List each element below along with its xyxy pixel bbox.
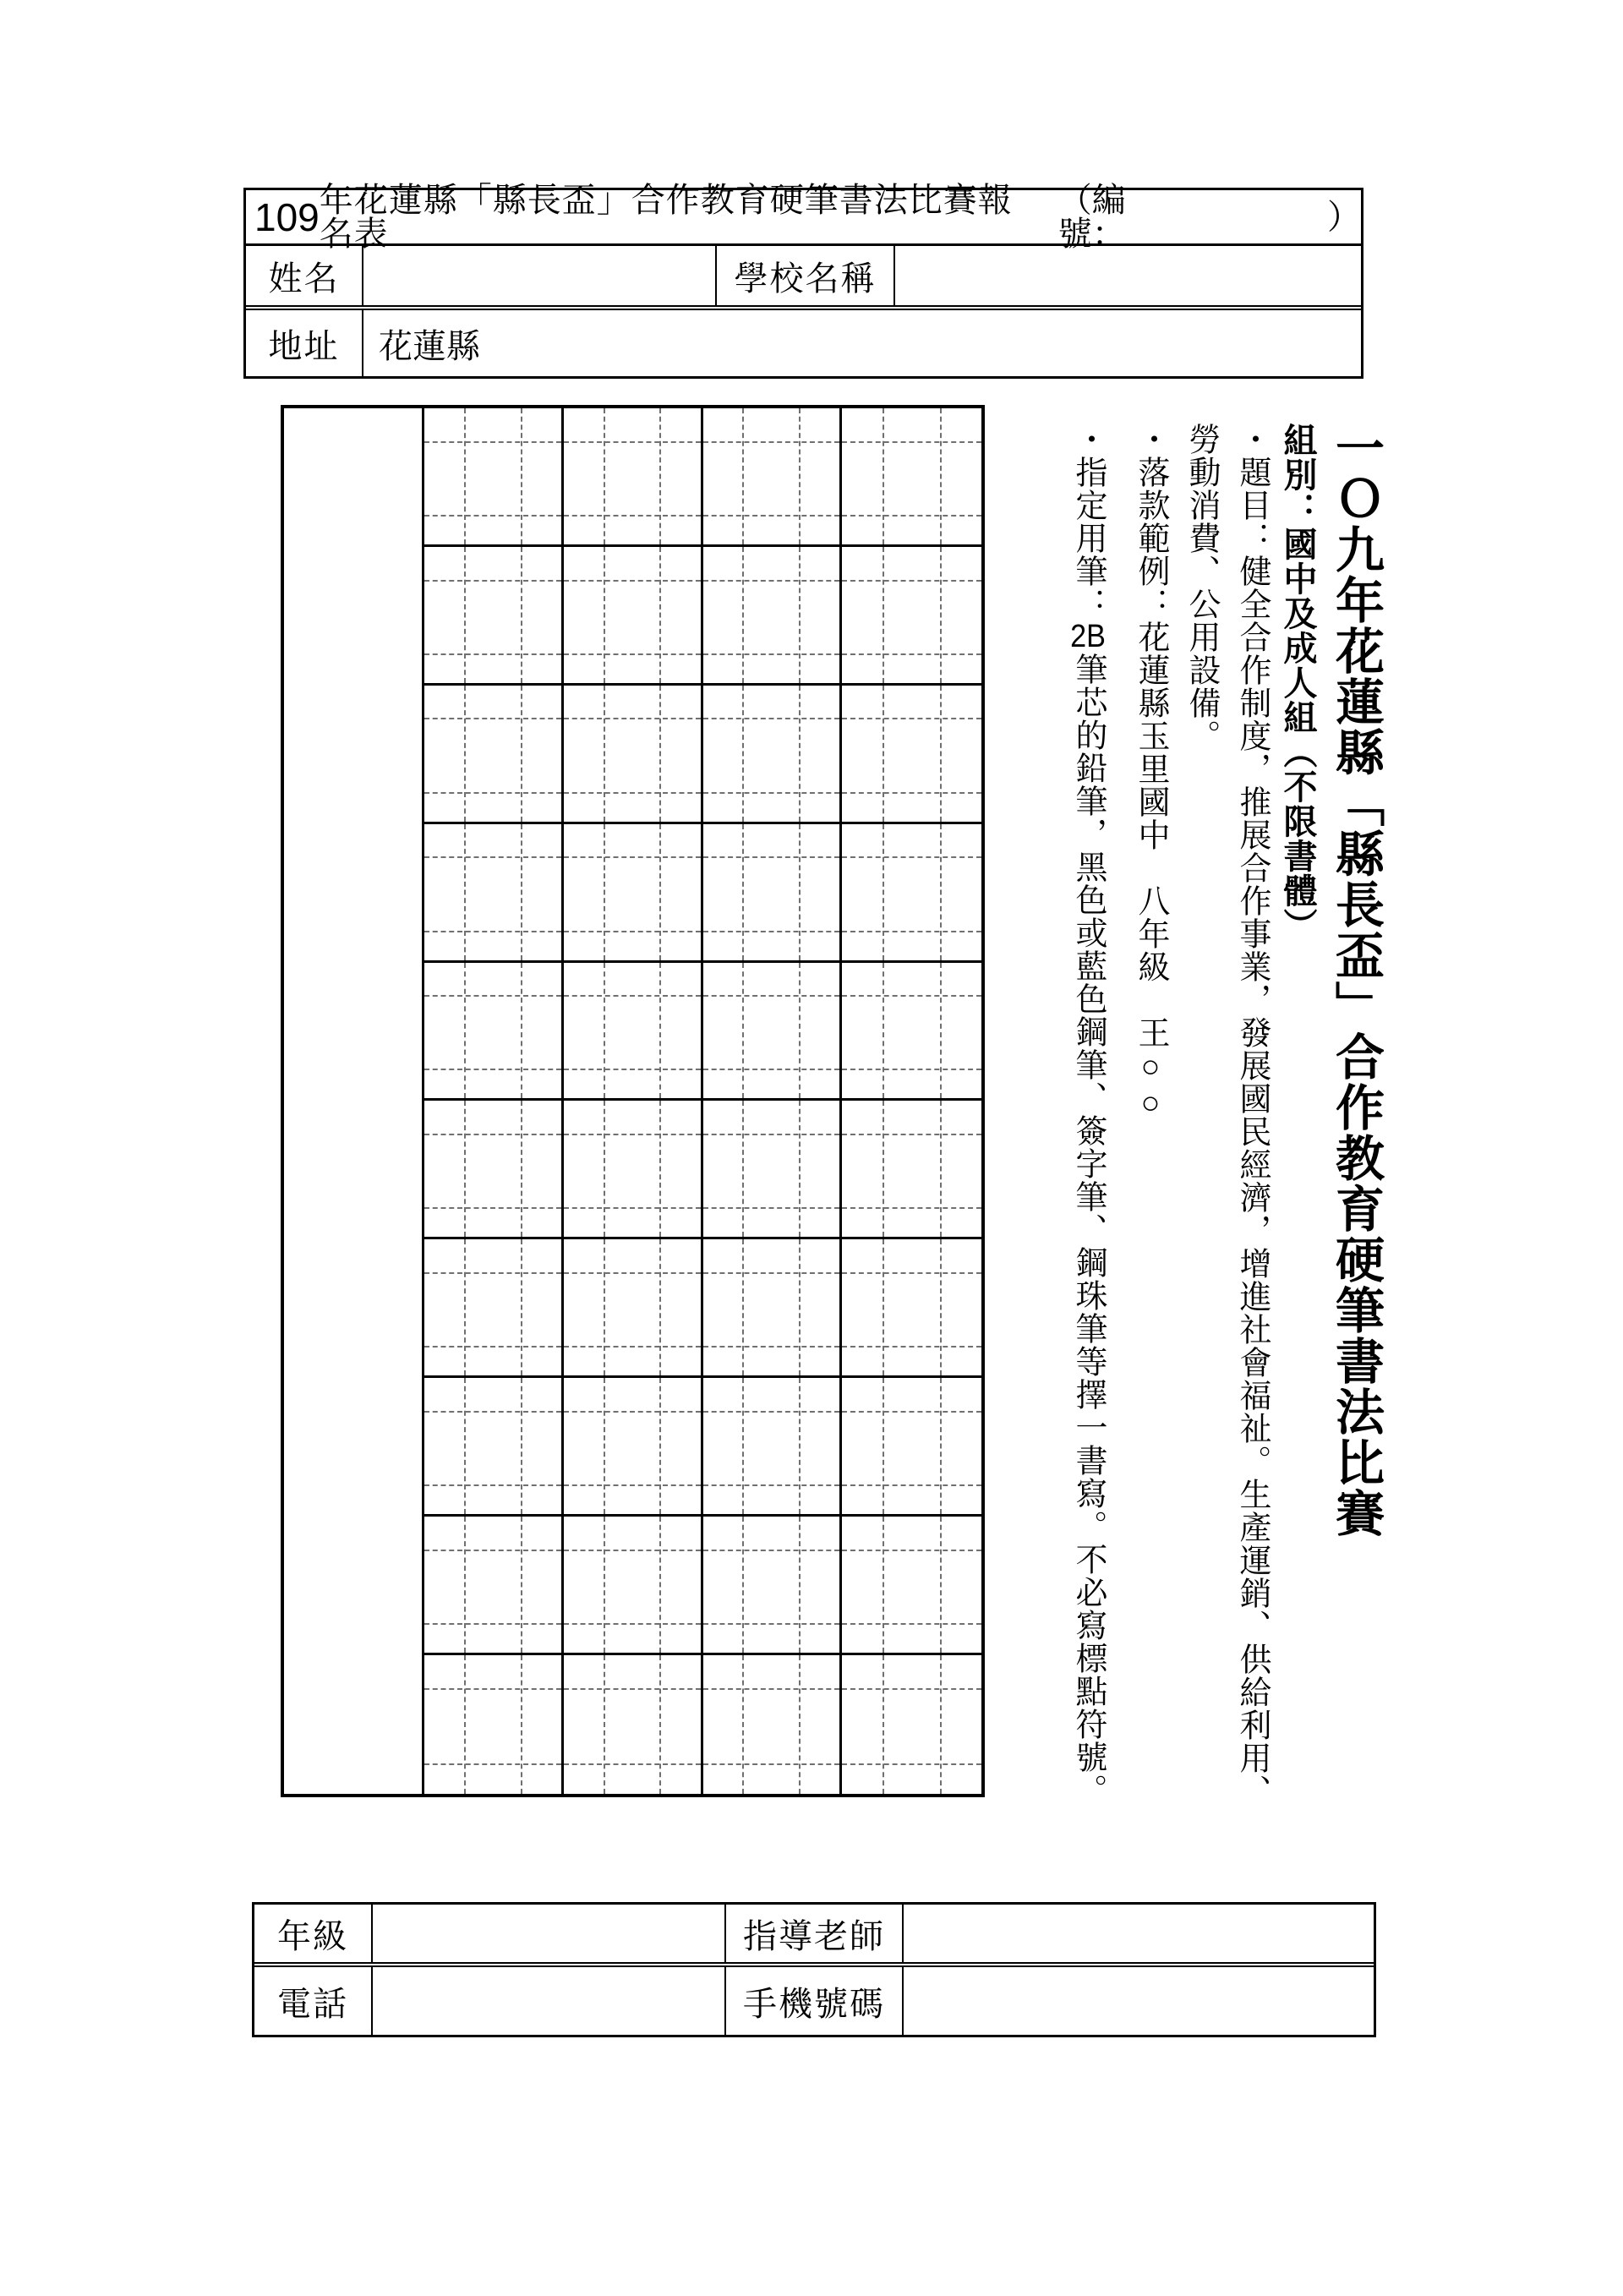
grid-cell xyxy=(703,1239,843,1378)
grid-cell xyxy=(564,824,703,963)
mobile-field[interactable] xyxy=(904,1967,1374,2035)
grid-cell xyxy=(842,1517,981,1655)
signature-example-text: 落款範例：花蓮縣玉里國中 八年級 王○○ xyxy=(1133,456,1168,1122)
pen-note-prefix: 指定用筆： xyxy=(1070,456,1106,620)
serial-number-open: （編號： xyxy=(1057,180,1126,253)
grid-cell xyxy=(842,1239,981,1378)
grade-teacher-row xyxy=(254,1905,1374,1967)
grid-cell xyxy=(424,547,564,686)
grid-cell xyxy=(703,1101,843,1239)
grid-cell xyxy=(564,963,703,1102)
designated-pen-line xyxy=(1072,423,1104,1860)
grid-cell xyxy=(842,686,981,824)
mobile-label: 手機號碼 xyxy=(726,1967,904,2035)
writing-grid-cells xyxy=(424,408,981,1794)
grid-cell xyxy=(564,408,703,547)
competition-main-title-vertical: 一Ｏ九年花蓮縣「縣長盃」合作教育硬筆書法比賽 xyxy=(1328,423,1383,1539)
grid-cell xyxy=(424,1517,564,1655)
name-label: 姓名 xyxy=(246,246,363,305)
grid-cell xyxy=(564,1101,703,1239)
grid-cell xyxy=(564,1378,703,1517)
name-school-row xyxy=(246,246,1361,310)
grid-cell xyxy=(424,408,564,547)
registration-header-table xyxy=(243,180,1363,379)
grid-cell xyxy=(842,963,981,1102)
grid-cell xyxy=(842,547,981,686)
grid-cell xyxy=(564,1239,703,1378)
address-field[interactable]: 花蓮縣 xyxy=(379,326,480,365)
group-category-line: 組別：國中及成人組（不限書體） xyxy=(1279,423,1317,943)
bullet-icon: ・ xyxy=(1133,423,1168,456)
phone-field[interactable] xyxy=(373,1967,726,2035)
grid-cell xyxy=(424,824,564,963)
form-title: 年花蓮縣「縣長盃」合作教育硬筆書法比賽報名表 xyxy=(319,180,1013,253)
address-row xyxy=(246,310,1361,376)
grid-cell xyxy=(424,1239,564,1378)
grid-cell xyxy=(703,963,843,1102)
bullet-icon: ・ xyxy=(1234,423,1270,456)
grid-cell xyxy=(703,686,843,824)
pen-note-suffix: 筆芯的鉛筆，黑色或藍色鋼筆、簽字筆、鋼珠筆等擇一書寫。不必寫標點符號。 xyxy=(1070,653,1106,1807)
grid-cell xyxy=(703,408,843,547)
phone-label: 電話 xyxy=(254,1967,373,2035)
school-name-field[interactable] xyxy=(895,246,1361,305)
teacher-label: 指導老師 xyxy=(726,1905,904,1962)
topic-note-text-1: 題目：健全合作制度，推展合作事業，發展國民經濟，增進社會福祉。生產運銷、供給利用、 xyxy=(1234,456,1270,1807)
grade-field[interactable] xyxy=(373,1905,726,1962)
grid-cell xyxy=(842,1655,981,1794)
grid-cell xyxy=(842,1101,981,1239)
name-field[interactable] xyxy=(363,246,717,305)
grid-cell xyxy=(564,1655,703,1794)
grid-cell xyxy=(564,547,703,686)
school-name-label: 學校名稱 xyxy=(717,246,895,305)
grid-cell xyxy=(842,408,981,547)
grid-cell xyxy=(564,1517,703,1655)
grid-cell xyxy=(842,1378,981,1517)
grid-cell xyxy=(424,1101,564,1239)
contact-info-table xyxy=(252,1902,1376,2037)
grid-cell xyxy=(842,824,981,963)
form-year-number: 109 xyxy=(254,194,320,239)
grid-cell xyxy=(564,686,703,824)
topic-note-line-1 xyxy=(1236,423,1268,1860)
signature-example-line xyxy=(1134,423,1167,1860)
grid-cell xyxy=(703,1517,843,1655)
grid-cell xyxy=(703,824,843,963)
signature-column[interactable] xyxy=(284,408,424,1794)
pen-2b-text: 2B xyxy=(1070,620,1106,653)
grid-cell xyxy=(703,1655,843,1794)
grade-label: 年級 xyxy=(254,1905,373,1962)
grid-cell xyxy=(424,1655,564,1794)
calligraphy-writing-grid xyxy=(281,405,985,1797)
address-label: 地址 xyxy=(246,310,363,376)
serial-number-close: ） xyxy=(1327,197,1361,236)
teacher-field[interactable] xyxy=(904,1905,1374,1962)
grid-cell xyxy=(703,547,843,686)
topic-note-line-2: 勞動消費、公用設備。 xyxy=(1183,423,1219,752)
grid-cell xyxy=(424,1378,564,1517)
grid-cell xyxy=(424,963,564,1102)
bullet-icon: ・ xyxy=(1070,423,1106,456)
phone-mobile-row xyxy=(254,1967,1374,2035)
grid-cell xyxy=(424,686,564,824)
grid-cell xyxy=(703,1378,843,1517)
form-title-row xyxy=(246,180,1361,253)
